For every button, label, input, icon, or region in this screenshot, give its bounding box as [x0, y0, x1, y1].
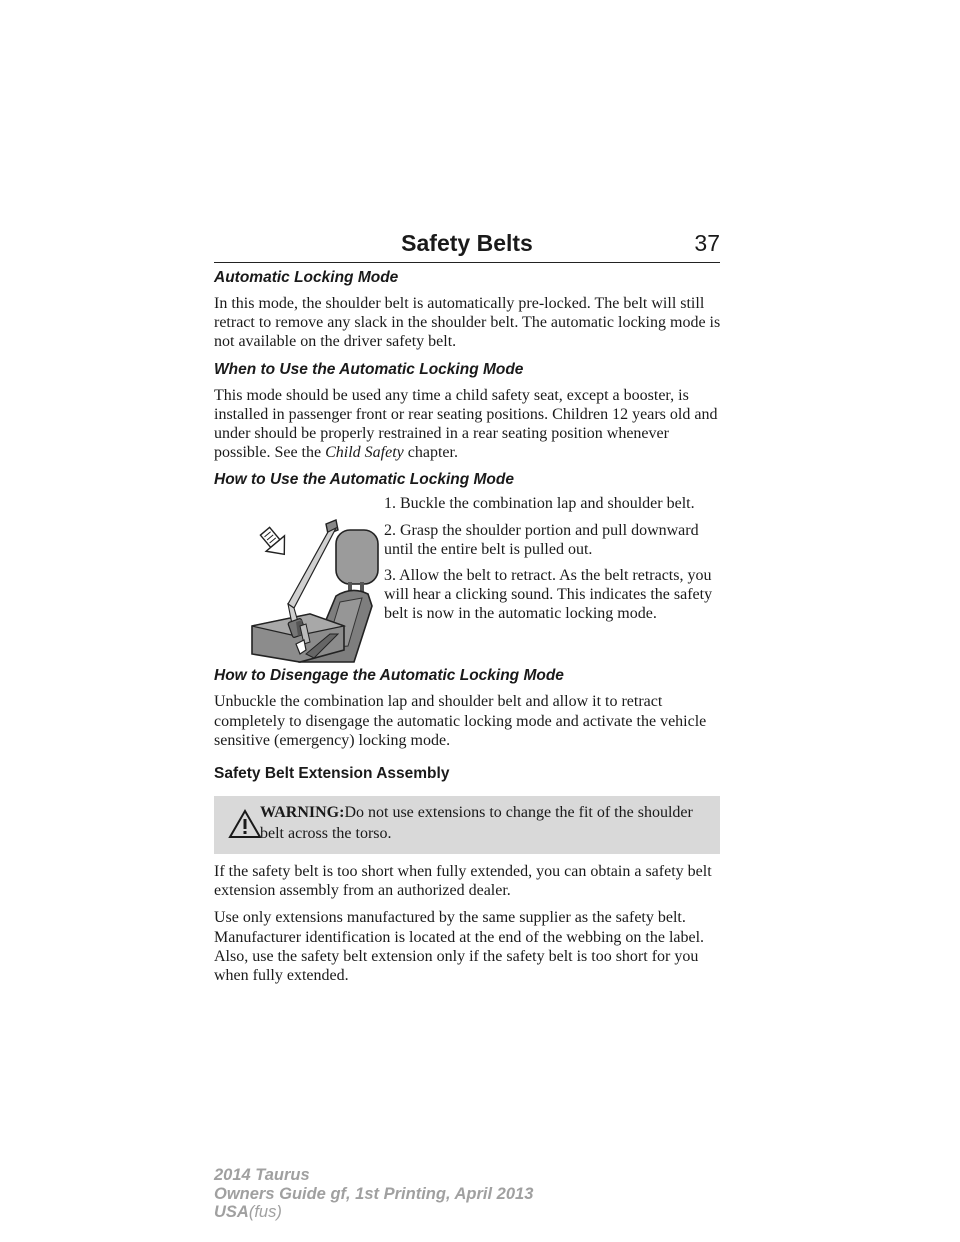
footer-region-code: (fus)	[248, 1203, 282, 1221]
warning-triangle-icon	[228, 808, 262, 840]
page-header	[214, 228, 720, 263]
footer-model: 2014 Taurus	[214, 1166, 310, 1184]
when-to-use-text-end: chapter.	[407, 444, 458, 462]
heading-extension-assembly: Safety Belt Extension Assembly	[214, 765, 450, 783]
child-safety-reference: Child Safety	[325, 444, 404, 462]
paragraph-extension-2: Use only extensions manufactured by the same supplier as the safety belt. Manufacturer identification is located at the end of the webbing on the label. Also, use the safety belt extension only if the safety belt is too short for you when fully extended.	[214, 909, 705, 985]
page-footer	[214, 1166, 533, 1222]
paragraph-disengage: Unbuckle the combination lap and shoulder belt and allow it to retract completely to disengage the automatic locking mode and activate the vehicle sensitive (emergency) locking mode.	[214, 693, 707, 749]
paragraph-when-to-use	[214, 386, 724, 463]
warning-box	[214, 796, 720, 854]
footer-edition: Owners Guide gf, 1st Printing, April 2013	[214, 1184, 534, 1203]
page-content	[214, 268, 724, 993]
footer-market	[214, 1203, 533, 1222]
warning-text	[260, 802, 710, 844]
footer-region: USA	[214, 1203, 249, 1221]
heading-disengage: How to Disengage the Automatic Locking Mode	[214, 667, 564, 685]
how-to-use-steps	[384, 494, 724, 630]
warning-label: WARNING:	[260, 804, 345, 822]
step-2: 2. Grasp the shoulder portion and pull downward until the entire belt is pulled out.	[384, 521, 699, 558]
warning-message: Do not use extensions to change the fit of the shoulder belt across the torso.	[260, 804, 693, 843]
when-to-use-text: This mode should be used any time a child safety seat, except a booster, is installed in passenger front or rear seating positions. Children 12 years old and under should be properly restrained in a rear seating position whenever possible. See the	[214, 386, 718, 462]
seat-belt-illustration	[240, 494, 380, 664]
how-to-use-block	[214, 494, 724, 666]
page-number: 37	[694, 230, 720, 256]
paragraph-extension-1: If the safety belt is too short when fully extended, you can obtain a safety belt extension assembly from an authorized dealer.	[214, 863, 712, 900]
heading-how-to-use: How to Use the Automatic Locking Mode	[214, 471, 514, 489]
paragraph-automatic-locking-mode: In this mode, the shoulder belt is automatically pre-locked. The belt will still retract to remove any slack in the shoulder belt. The automatic locking mode is not available on the driver safety belt.	[214, 295, 721, 351]
chapter-title: Safety Belts	[401, 230, 533, 256]
step-3: 3. Allow the belt to retract. As the belt retracts, you will hear a clicking sound. This indicates the safety belt is now in the automatic locking mode.	[384, 567, 713, 623]
heading-when-to-use: When to Use the Automatic Locking Mode	[214, 360, 524, 378]
heading-automatic-locking-mode: Automatic Locking Mode	[214, 269, 399, 286]
step-1: 1. Buckle the combination lap and shoulder belt.	[384, 495, 695, 513]
